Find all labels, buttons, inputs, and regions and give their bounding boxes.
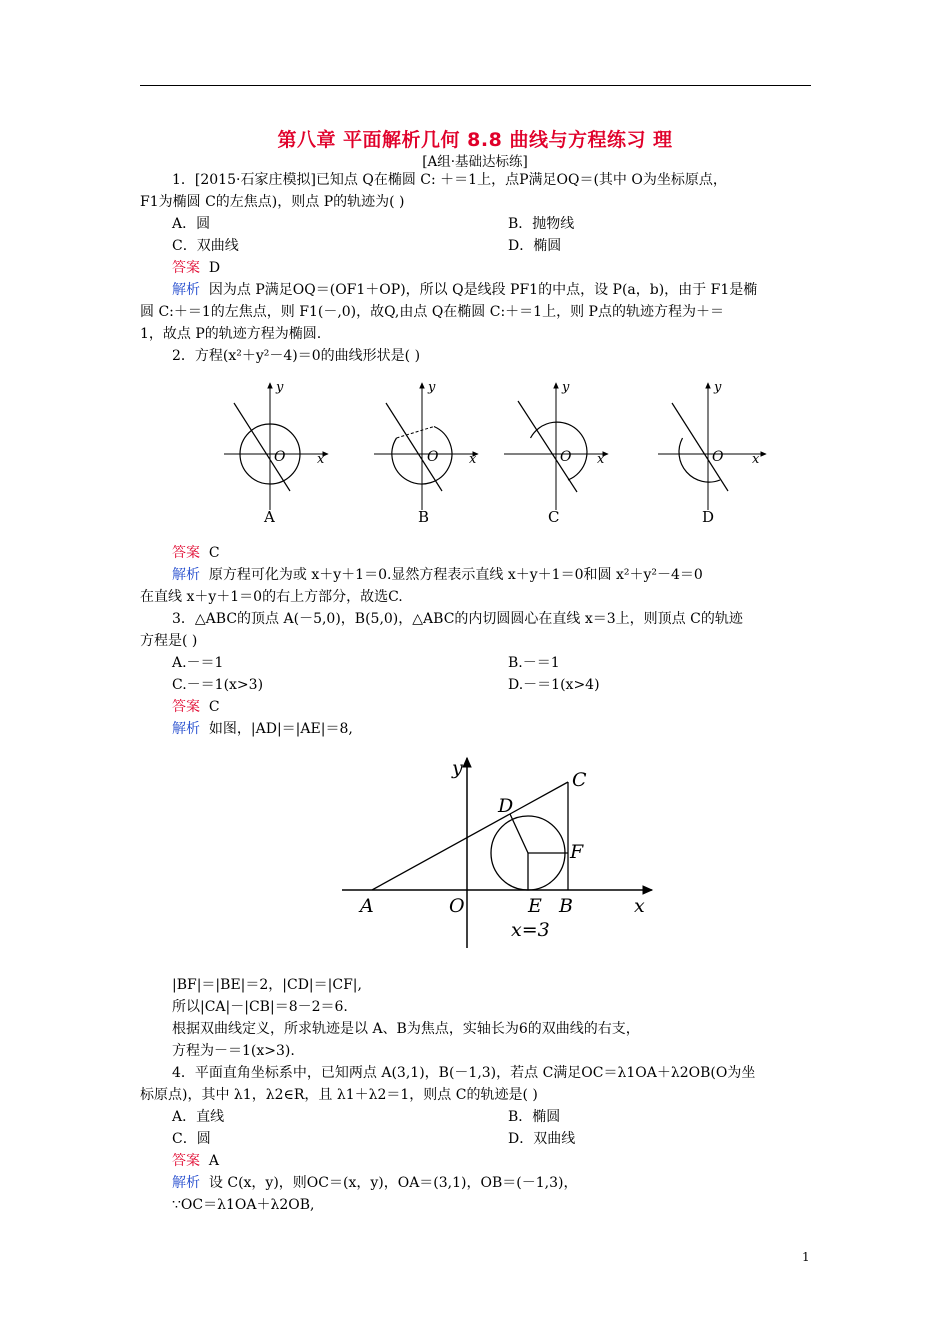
- q2-analysis-2: 在直线 x＋y＋1＝0的右上方部分，故选C.: [140, 589, 403, 605]
- q4-option-d: D．双曲线: [508, 1131, 576, 1147]
- q1-analysis-3: 1，故点 P的轨迹方程为椭圆.: [140, 326, 322, 342]
- q3-b-label: B: [559, 895, 573, 917]
- q4-stem-2: 标原点)，其中 λ1，λ2∈R，且 λ1＋λ2＝1，则点 C的轨迹是( ): [140, 1087, 538, 1103]
- q1-option-a: A．圆: [172, 216, 211, 232]
- q3-stem-2: 方程是( ): [140, 633, 198, 649]
- q2-d-origin: O: [712, 449, 724, 465]
- q2-answer: 答案 C: [172, 545, 220, 561]
- q3-y-label: y: [452, 757, 463, 779]
- q1-line-1: 1．[2015·石家庄模拟]已知点 Q在椭圆 C: ＋＝1上，点P满足OQ＝(其中 O为坐标原点，: [172, 172, 727, 188]
- q4-answer: 答案 A: [172, 1153, 220, 1169]
- q3-answer: 答案 C: [172, 699, 220, 715]
- q3-f-label: F: [570, 841, 584, 863]
- q3-option-c: C.－＝1(x>3): [172, 677, 264, 693]
- q1-analysis-2: 圆 C:＋＝1的左焦点，则 F1(－,0)，故Q,由点 Q在椭圆 C:＋＝1上，则 P点的轨迹方程为＋＝: [140, 304, 724, 320]
- page-number: 1: [802, 1250, 810, 1264]
- q2-a-label: A: [264, 508, 275, 526]
- q2-a-origin: O: [274, 449, 286, 465]
- q3-a-label: A: [360, 895, 374, 917]
- q2-a-x: x: [317, 452, 325, 467]
- q3-analysis-1: 解析 如图，|AD|＝|AE|＝8,: [172, 721, 353, 737]
- q2-b-y: y: [428, 380, 436, 395]
- q2-b-x: x: [469, 452, 477, 467]
- q2-stem: 2．方程(x²＋y²－4)＝0的曲线形状是( ): [172, 348, 421, 364]
- q1-line-2: F1为椭圆 C的左焦点)，则点 P的轨迹为( ): [140, 194, 405, 210]
- q3-line-label: x=3: [511, 919, 550, 941]
- q2-c-origin: O: [560, 449, 572, 465]
- q3-figure: [330, 752, 670, 952]
- q3-analysis-3: 所以|CA|－|CB|＝8－2＝6.: [172, 999, 348, 1015]
- q4-analysis-1: 解析 设 C(x，y)，则OC＝(x，y)，OA＝(3,1)，OB＝(－1,3)，: [172, 1175, 578, 1191]
- q4-analysis-2: ∵OC＝λ1OA＋λ2OB,: [172, 1197, 315, 1213]
- q2-panel-d: [658, 380, 766, 526]
- q3-option-d: D.－＝1(x>4): [508, 677, 600, 693]
- q2-a-y: y: [276, 380, 284, 395]
- q4-option-a: A．直线: [172, 1109, 225, 1125]
- q2-panel-b: [374, 380, 478, 526]
- q3-option-b: B.－＝1: [508, 655, 560, 671]
- q1-option-d: D．椭圆: [508, 238, 562, 254]
- q2-b-origin: O: [427, 449, 439, 465]
- q2-figure: [200, 375, 780, 535]
- q2-c-y: y: [562, 380, 570, 395]
- header-rule: [140, 85, 811, 86]
- q3-option-a: A.－＝1: [172, 655, 224, 671]
- q3-analysis-2: |BF|＝|BE|＝2，|CD|＝|CF|,: [172, 977, 362, 993]
- q3-e-label: E: [528, 895, 542, 917]
- q3-x-label: x: [634, 895, 645, 917]
- q2-analysis-1: 解析 原方程可化为或 x＋y＋1＝0.显然方程表示直线 x＋y＋1＝0和圆 x²＋y²－4＝0: [172, 567, 703, 583]
- q2-panel-a: [224, 380, 328, 526]
- q2-d-y: y: [714, 380, 722, 395]
- q1-answer: 答案 D: [172, 260, 221, 276]
- q2-panel-c: [504, 380, 608, 526]
- q2-b-label: B: [418, 508, 430, 526]
- q4-stem-1: 4．平面直角坐标系中，已知两点 A(3,1)，B(－1,3)，若点 C满足OC＝λ1OA＋λ2OB(O为坐: [172, 1065, 756, 1081]
- q3-stem-1: 3．△ABC的顶点 A(－5,0)，B(5,0)，△ABC的内切圆圆心在直线 x＝3上，则顶点 C的轨迹: [172, 611, 743, 627]
- q4-option-c: C．圆: [172, 1131, 211, 1147]
- q2-d-label: D: [702, 508, 715, 526]
- q2-c-label: C: [548, 508, 560, 526]
- q3-o-label: O: [449, 895, 465, 917]
- page-title: 第八章 平面解析几何 8.8 曲线与方程练习 理: [277, 129, 673, 151]
- section-subtitle: [A组·基础达标练]: [422, 154, 528, 170]
- q1-analysis-1: 解析 因为点 P满足OQ＝(OF1＋OP)，所以 Q是线段 PF1的中点，设 P(a，b)，由于 F1是椭: [172, 282, 758, 298]
- q4-option-b: B．椭圆: [508, 1109, 561, 1125]
- q1-option-b: B．抛物线: [508, 216, 575, 232]
- q2-d-x: x: [752, 452, 760, 467]
- q3-analysis-5: 方程为－＝1(x>3).: [172, 1043, 295, 1059]
- q1-option-c: C．双曲线: [172, 238, 239, 254]
- q2-c-x: x: [597, 452, 605, 467]
- q3-c-label: C: [572, 769, 587, 791]
- q3-analysis-4: 根据双曲线定义，所求轨迹是以 A、B为焦点，实轴长为6的双曲线的右支，: [172, 1021, 640, 1037]
- q3-d-label: D: [498, 795, 514, 817]
